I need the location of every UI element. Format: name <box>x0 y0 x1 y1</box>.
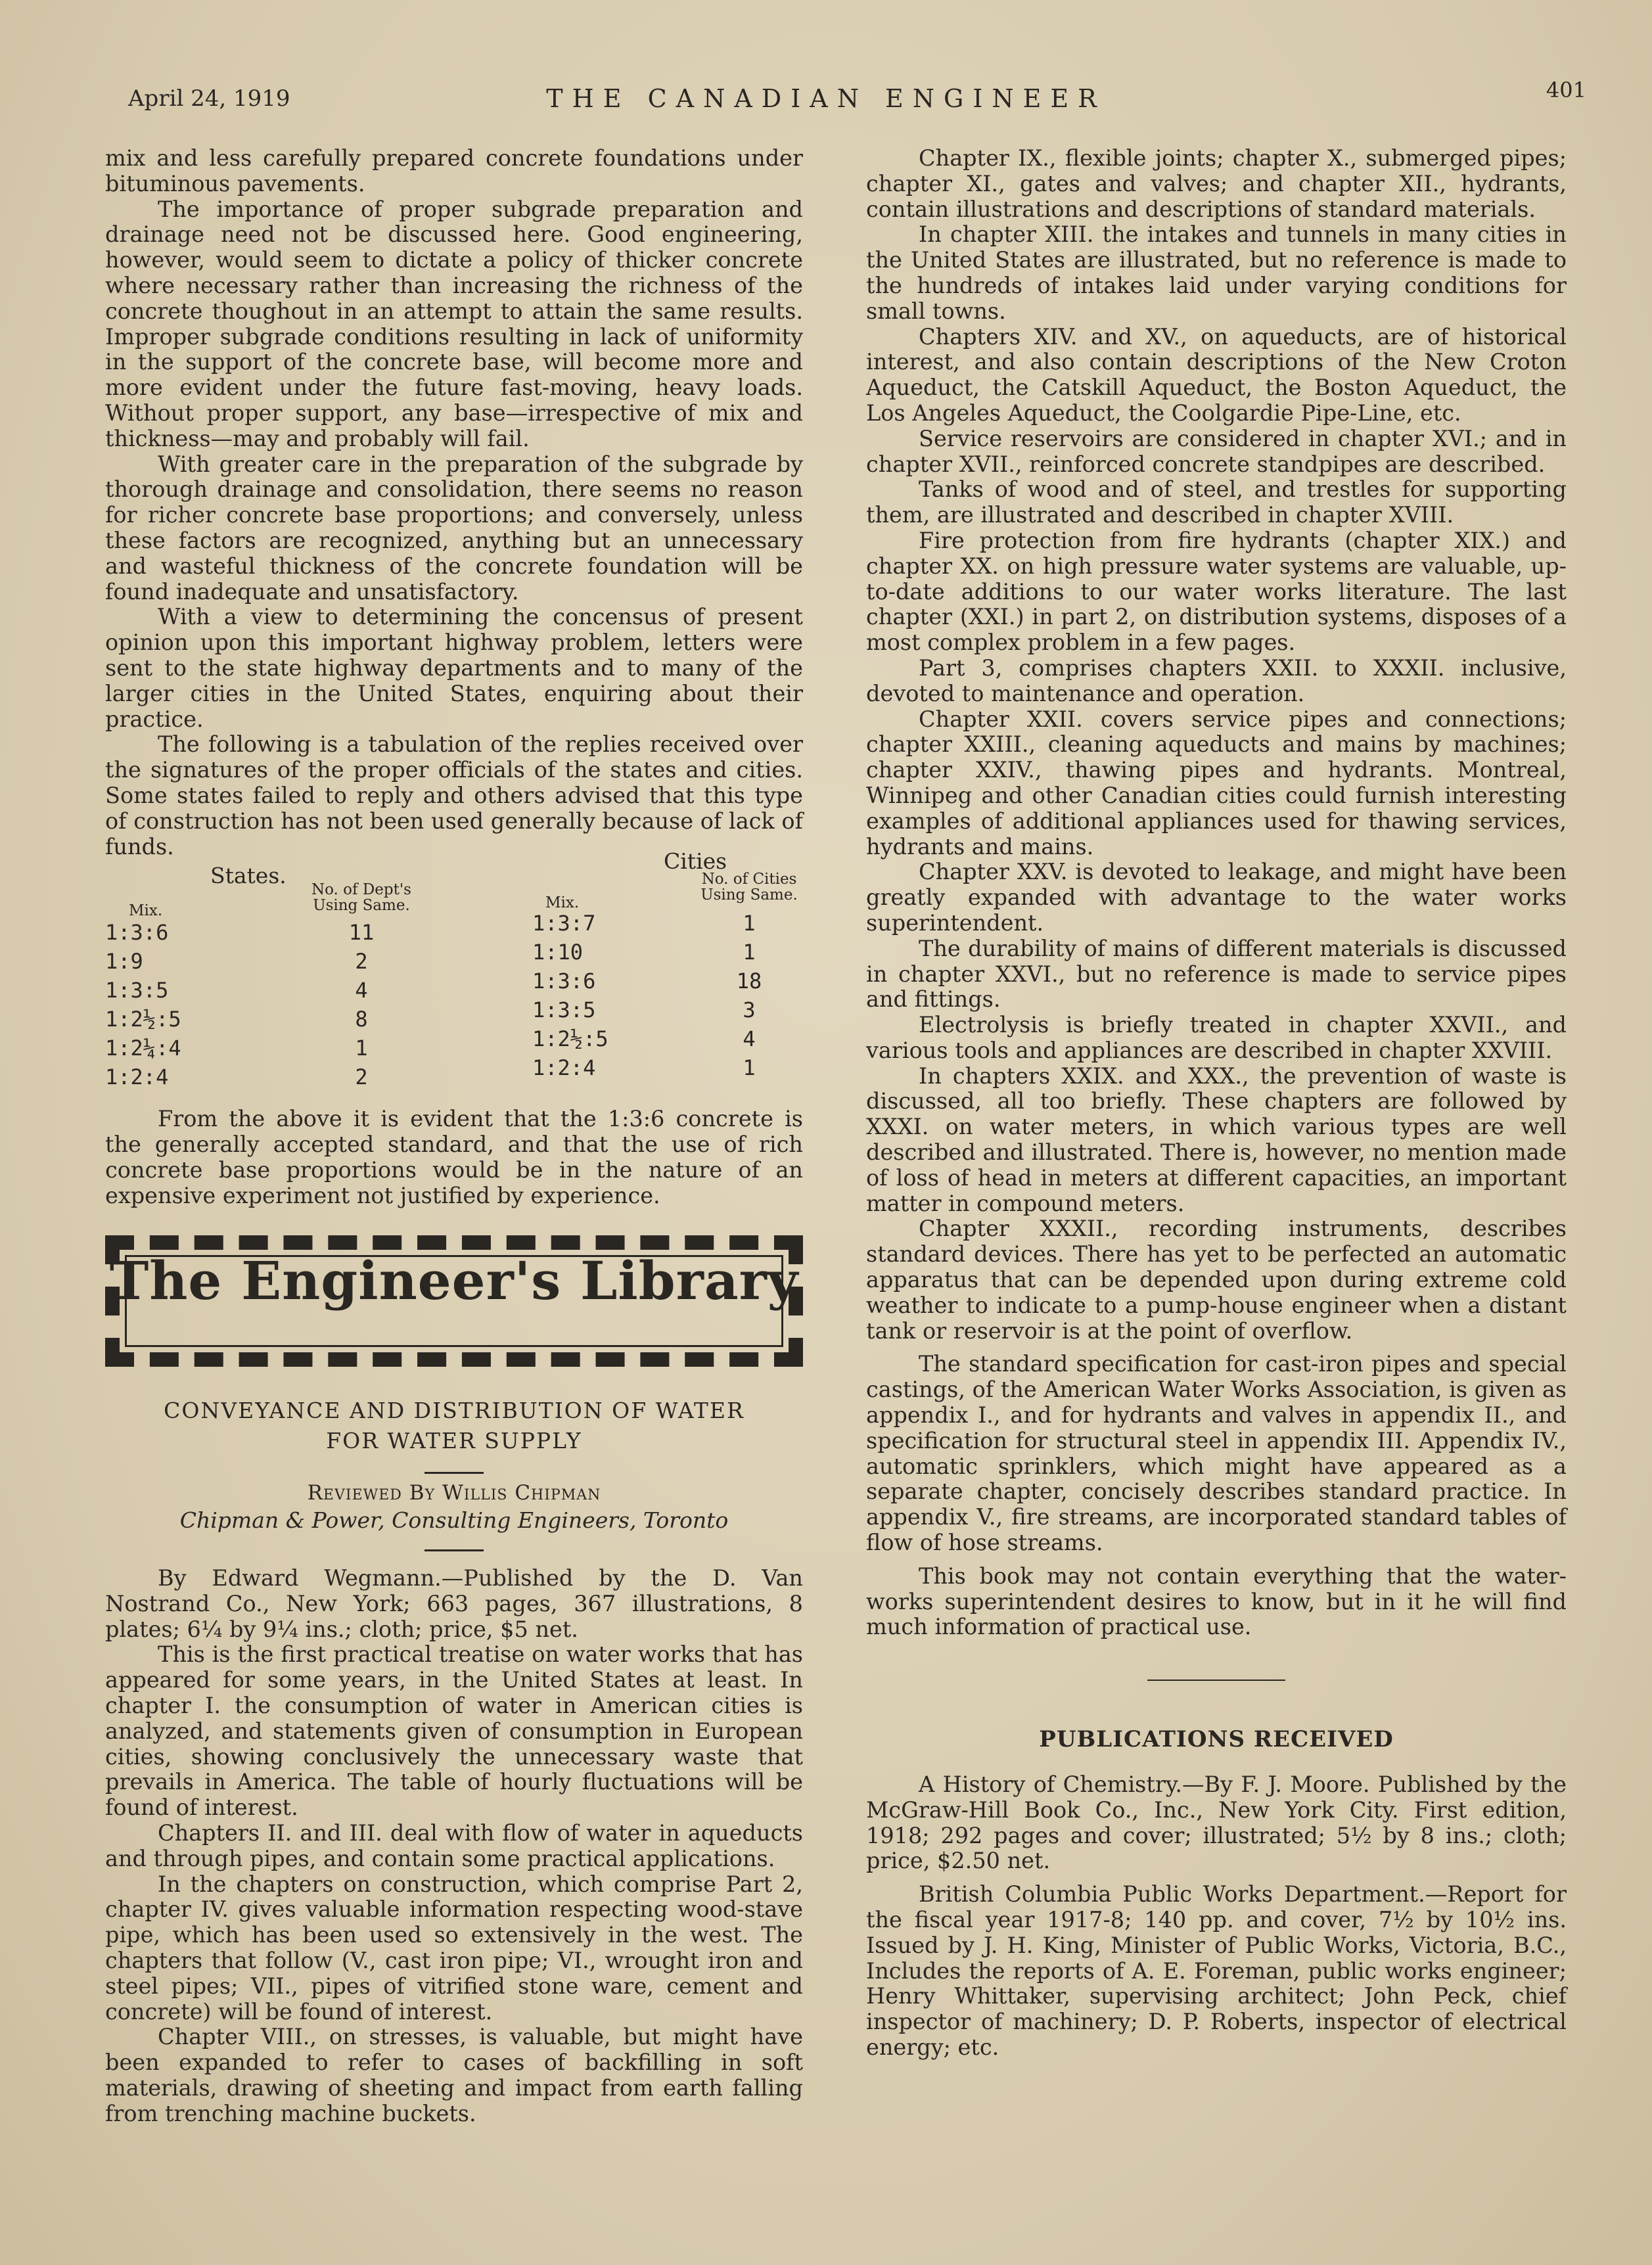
divider <box>424 1472 484 1474</box>
table-cell: 1:2:4 <box>532 1055 596 1081</box>
table-cell: 4 <box>743 1026 756 1052</box>
table-cell: 1:10 <box>532 940 584 965</box>
paragraph: Tanks of wood and of steel, and trestles for supporting them, are illustrated and described in chapter XVIII. <box>866 476 1567 528</box>
publication-entry: British Columbia Public Works Department.—Report for the fiscal year 1917-8; 140 pp. and cover, 7½ by 10½ ins. Issued by J. H. King, Minister of Public Works, Victoria, B.C., Includes the reports of A. E. Foreman, public works engineer; Henry Whittaker, supervising architect; John Peck, chief inspector of machinery; D. P. Roberts, inspector of electrical energy; etc. <box>866 1881 1567 2060</box>
states-mix-label: Mix. <box>129 902 163 920</box>
paragraph: In chapter XIII. the intakes and tunnels in many cities in the United States are illustrated, but no reference is made to the hundreds of intakes laid under varying conditions for small towns. <box>866 221 1567 324</box>
paragraph: Fire protection from fire hydrants (chapter XIX.) and chapter XX. on high pressure water systems are valuable, up-to-date additions to our water works literature. The last chapter (XXI.) in part 2, on distribution systems, disposes of a most complex problem in a few pages. <box>866 527 1567 656</box>
reviewer: Reviewed By Willis Chipman <box>307 1480 601 1505</box>
table-cell: 1:3:5 <box>532 997 596 1023</box>
paragraph: Electrolysis is briefly treated in chapter XXVII., and various tools and appliances are described in chapter XXVIII. <box>866 1012 1567 1063</box>
paragraph: The importance of proper subgrade preparation and drainage need not be discussed here. Good engineering, however, would seem to dictate a policy of thicker concrete where necessary rather than increasing the richness of the concrete thoughout in an attempt to attain the same results. Improper subgrade conditions resulting in lack of uniformity in the support of the concrete base, will become more and more evident under the future fast-moving, heavy loads. Without proper support, any base—irrespective of mix and thickness—may and probably will fail. <box>105 196 803 451</box>
table-cell: 1:2:4 <box>105 1064 169 1090</box>
paragraph: Chapters XIV. and XV., on aqueducts, are of historical interest, and also contain descriptions of the New Croton Aqueduct, the Catskill Aqueduct, the Boston Aqueduct, the Los Angeles Aqueduct, the Coolgardie Pipe-Line, etc. <box>866 323 1567 426</box>
banner-title: The Engineer's Library <box>109 1249 799 1312</box>
paragraph: Chapter XXXII., recording instruments, describes standard devices. There has yet to be perfected an automatic apparatus that can be depended upon during extreme cold weather to indicate to a pump-house engineer when a distant tank or reservoir is at the point of overflow. <box>866 1216 1567 1344</box>
divider <box>1147 1680 1285 1681</box>
paragraph: Chapter XXV. is devoted to leakage, and might have been greatly expanded with advantage to the water works superintendent. <box>866 859 1567 936</box>
table-cell: 1:2½:5 <box>105 1007 181 1032</box>
review-title-line: FOR WATER SUPPLY <box>326 1427 582 1453</box>
table-cell: 1:2¼:4 <box>105 1036 181 1061</box>
table-cell: 1 <box>355 1036 368 1061</box>
paragraph: With a view to determining the concensus of present opinion upon this important highway problem, letters were sent to the state highway departments and to many of the larger cities in the United States, enquiring about their practice. <box>105 604 803 732</box>
table-cell: 11 <box>348 920 375 946</box>
reviewer-firm: Chipman & Power, Consulting Engineers, Toronto <box>179 1507 729 1534</box>
states-heading: States. <box>210 863 287 889</box>
table-cell: 2 <box>355 1064 368 1090</box>
table-cell: 2 <box>355 949 368 974</box>
issue-date: April 24, 1919 <box>128 85 290 112</box>
publications-heading: PUBLICATIONS RECEIVED <box>1039 1726 1394 1753</box>
table-cell: 1:2½:5 <box>532 1026 608 1052</box>
divider <box>424 1549 484 1551</box>
paragraph: The standard specification for cast-iron pipes and special castings, of the American Water Works Association, is given as appendix I., and for hydrants and valves in appendix II., and specification for structural steel in appendix III. Appendix IV., automatic sprinklers, which might have appeared as a separate chapter, concisely describes standard practice. In appendix V., fire streams, are incorporated standard tables of flow of hose streams. <box>866 1351 1567 1556</box>
paragraph: With greater care in the preparation of the subgrade by thorough drainage and consolidation, there seems no reason for richer concrete base proportions; and conversely, unless these factors are recognized, anything but an unnecessary and wasteful thickness of the concrete foundation will be found inadequate and unsatisfactory. <box>105 451 803 605</box>
paragraph: In the chapters on construction, which comprise Part 2, chapter IV. gives valuable information respecting wood-stave pipe, which has been used so extensively in the west. The chapters that follow (V., cast iron pipe; VI., wrought iron and steel pipes; VII., pipes of vitrified stone ware, cement and concrete) will be found of interest. <box>105 1871 803 2025</box>
paragraph: Service reservoirs are considered in chapter XVI.; and in chapter XVII., reinforced concrete standpipes are described. <box>866 425 1567 477</box>
page-number: 401 <box>1546 78 1586 103</box>
states-count-label: No. of Dept's Using Same. <box>311 881 411 915</box>
paragraph: Chapters II. and III. deal with flow of water in aqueducts and through pipes, and contain some practical applications. <box>105 1820 803 1871</box>
left-column <box>105 146 803 2127</box>
paragraph: This book may not contain everything that the water-works superintendent desires to know, but in it he will find much information of practical use. <box>866 1563 1567 1640</box>
cities-count-label: No. of Cities Using Same. <box>700 871 798 904</box>
cities-heading: Cities <box>664 848 727 875</box>
paragraph: By Edward Wegmann.—Published by the D. Van Nostrand Co., New York; 663 pages, 367 illustrations, 8 plates; 6¼ by 9¼ ins.; cloth; price, $5 net. <box>105 1565 803 1642</box>
paragraph: This is the first practical treatise on water works that has appeared for some years, in the United States at least. In chapter I. the consumption of water in American cities is analyzed, and statements given of consumption in European cities, showing conclusively the unnecessary waste that prevails in America. The table of hourly fluctuations will be found of interest. <box>105 1641 803 1821</box>
cities-mix-label: Mix. <box>545 894 580 912</box>
paragraph: The following is a tabulation of the replies received over the signatures of the proper officials of the states and cities. Some states failed to reply and others advised that this type of construction has not been used generally because of lack of funds. <box>105 731 803 859</box>
table-cell: 1:3:5 <box>105 978 169 1003</box>
table-cell: 1:3:7 <box>532 911 596 936</box>
table-cell: 1:9 <box>105 949 143 974</box>
table-cell: 3 <box>743 997 756 1023</box>
paragraph: Chapter IX., flexible joints; chapter X., submerged pipes; chapter XI., gates and valves; and chapter XII., hydrants, contain illustrations and descriptions of standard materials. <box>866 145 1567 222</box>
right-column <box>866 146 1567 2061</box>
mix-tabulation <box>105 848 803 1107</box>
paragraph: Part 3, comprises chapters XXII. to XXXII. inclusive, devoted to maintenance and operation. <box>866 654 1567 706</box>
running-head <box>125 78 1586 117</box>
journal-title: THE CANADIAN ENGINEER <box>546 84 1106 113</box>
review-title <box>105 1396 803 1456</box>
table-cell: 18 <box>736 969 762 994</box>
table-cell: 1 <box>743 911 756 936</box>
paragraph: Chapter XXII. covers service pipes and connections; chapter XXIII., cleaning aqueducts and mains by machines; chapter XXIV., thawing pipes and hydrants. Montreal, Winnipeg and other Canadian cities could furnish interesting examples of additional appliances used for thawing services, hydrants and mains. <box>866 706 1567 859</box>
table-cell: 1:3:6 <box>105 920 169 946</box>
table-cell: 1 <box>743 940 756 965</box>
paragraph: mix and less carefully prepared concrete foundations under bituminous pavements. <box>105 145 803 196</box>
paragraph: In chapters XXIX. and XXX., the prevention of waste is discussed, all too briefly. These chapters are followed by XXXI. on water meters, in which various types are well described and illustrated. There is, however, no mention made of loss of head in meters at different capacities, an important matter in compound meters. <box>866 1063 1567 1216</box>
paragraph: Chapter VIII., on stresses, is valuable, but might have been expanded to refer to cases of backfilling in soft materials, drawing of sheeting and impact from earth falling from trenching machine buckets. <box>105 2024 803 2126</box>
table-cell: 4 <box>355 978 368 1003</box>
paragraph: The durability of mains of different materials is discussed in chapter XXVI., but no reference is made to service pipes and fittings. <box>866 935 1567 1013</box>
publication-entry: A History of Chemistry.—By F. J. Moore. Published by the McGraw-Hill Book Co., Inc., New York City. First edition, 1918; 292 pages and cover; illustrated; 5½ by 8 ins.; cloth; price, $2.50 net. <box>866 1772 1567 1874</box>
review-title-line: CONVEYANCE AND DISTRIBUTION OF WATER <box>164 1397 745 1423</box>
engineers-library-banner <box>105 1235 803 1367</box>
table-cell: 8 <box>355 1007 368 1032</box>
table-cell: 1:3:6 <box>532 969 596 994</box>
table-cell: 1 <box>743 1055 756 1081</box>
paragraph: From the above it is evident that the 1:3:6 concrete is the generally accepted standard, and that the use of rich concrete base proportions would be in the nature of an expensive experiment not justified by experience. <box>105 1106 803 1208</box>
